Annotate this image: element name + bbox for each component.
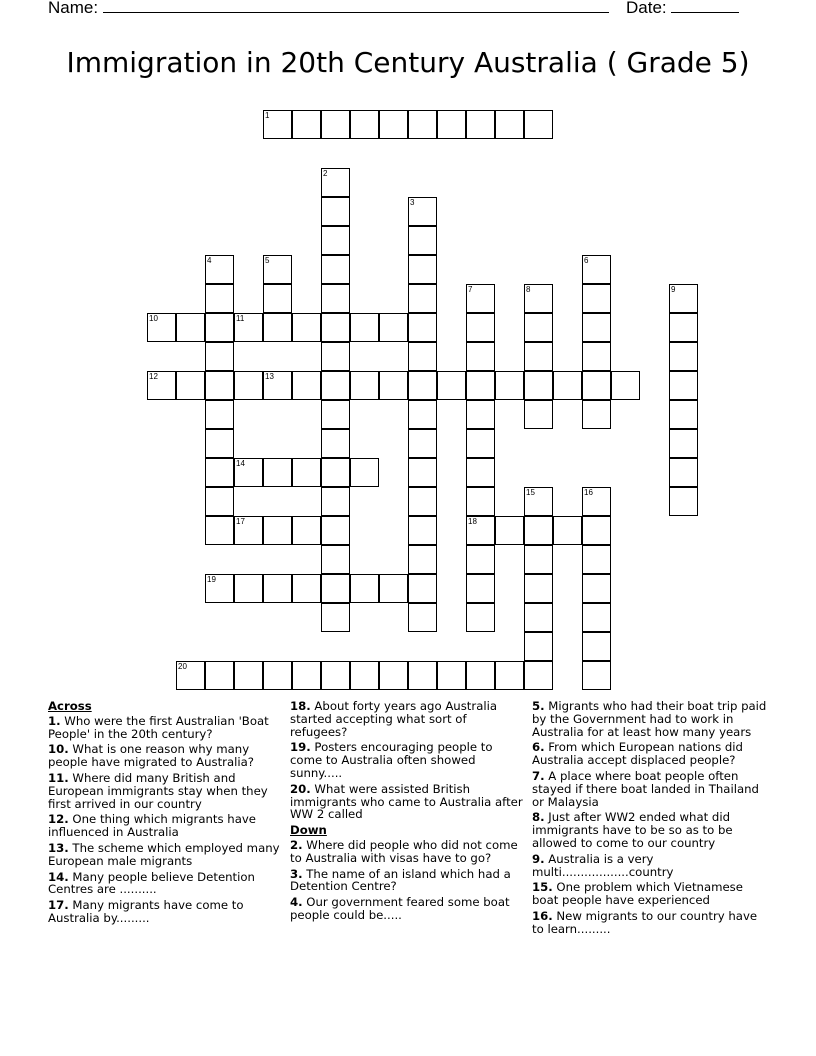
clue-text: One problem which Vietnamese boat people have experienced bbox=[532, 880, 743, 908]
clue-number-label: 9. bbox=[532, 851, 545, 866]
crossword-cell[interactable] bbox=[669, 400, 698, 429]
crossword-cell[interactable] bbox=[234, 371, 263, 400]
clue-text: The name of an island which had a Detention Centre? bbox=[290, 866, 511, 894]
crossword-cell[interactable] bbox=[524, 371, 553, 400]
clue-down bbox=[532, 910, 768, 936]
clue-down bbox=[532, 811, 768, 849]
clue-down bbox=[532, 881, 768, 907]
clue-text: Many migrants have come to Australia by......... bbox=[48, 898, 244, 925]
crossword-cell[interactable] bbox=[292, 313, 321, 342]
crossword-cell[interactable] bbox=[321, 284, 350, 313]
name-field[interactable] bbox=[48, 0, 609, 18]
clue-number: 2 bbox=[323, 169, 328, 178]
crossword-cell[interactable] bbox=[321, 371, 350, 400]
crossword-cell[interactable] bbox=[205, 313, 234, 342]
crossword-cell[interactable] bbox=[437, 661, 466, 690]
clue-number: 1 bbox=[265, 111, 270, 120]
clue-number: 4 bbox=[207, 256, 212, 265]
crossword-cell[interactable] bbox=[321, 487, 350, 516]
crossword-cell[interactable] bbox=[205, 284, 234, 313]
crossword-cell[interactable] bbox=[669, 429, 698, 458]
clue-text: About forty years ago Australia started accepting what sort of refugees? bbox=[290, 699, 498, 739]
date-label: Date: bbox=[626, 0, 667, 17]
crossword-cell[interactable] bbox=[292, 110, 321, 139]
clue-across bbox=[48, 813, 284, 839]
clue-number-label: 20. bbox=[290, 781, 311, 796]
crossword-cell[interactable] bbox=[408, 661, 437, 690]
clue-number-label: 3. bbox=[290, 866, 303, 881]
clue-across bbox=[48, 743, 284, 769]
crossword-cell[interactable] bbox=[234, 313, 263, 342]
clue-number: 6 bbox=[584, 256, 589, 265]
crossword-cell[interactable] bbox=[408, 110, 437, 139]
clue-text: One thing which migrants have influenced in Australia bbox=[48, 812, 256, 840]
crossword-cell[interactable] bbox=[321, 226, 350, 255]
crossword-cell[interactable] bbox=[582, 255, 611, 284]
crossword-cell[interactable] bbox=[234, 661, 263, 690]
down-heading: Down bbox=[290, 823, 327, 838]
crossword-cell[interactable] bbox=[234, 574, 263, 603]
crossword-cell[interactable] bbox=[582, 400, 611, 429]
crossword-cell[interactable] bbox=[669, 313, 698, 342]
crossword-cell[interactable] bbox=[582, 487, 611, 516]
crossword-cell[interactable] bbox=[321, 255, 350, 284]
clue-number: 11 bbox=[236, 314, 245, 323]
crossword-cell[interactable] bbox=[437, 371, 466, 400]
clue-down bbox=[290, 868, 526, 894]
clue-down bbox=[290, 896, 526, 922]
clue-number: 5 bbox=[265, 256, 270, 265]
clue-number-label: 11. bbox=[48, 770, 69, 785]
crossword-cell[interactable] bbox=[321, 313, 350, 342]
crossword-cell[interactable] bbox=[321, 168, 350, 197]
crossword-cell[interactable] bbox=[408, 458, 437, 487]
crossword-cell[interactable] bbox=[466, 574, 495, 603]
crossword-cell[interactable] bbox=[205, 458, 234, 487]
crossword-cell[interactable] bbox=[321, 110, 350, 139]
crossword-cell[interactable] bbox=[524, 313, 553, 342]
crossword-cell[interactable] bbox=[350, 661, 379, 690]
date-line[interactable] bbox=[671, 0, 739, 13]
crossword-cell[interactable] bbox=[321, 429, 350, 458]
crossword-cell[interactable] bbox=[147, 313, 176, 342]
clue-text: Where did people who did not come to Australia with visas have to go? bbox=[290, 837, 518, 865]
clue-across bbox=[48, 842, 284, 868]
crossword-cell[interactable] bbox=[321, 603, 350, 632]
crossword-cell[interactable] bbox=[205, 371, 234, 400]
crossword-cell[interactable] bbox=[408, 574, 437, 603]
clue-text: Australia is a very multi..................country bbox=[532, 851, 674, 879]
crossword-cell[interactable] bbox=[408, 545, 437, 574]
crossword-cell[interactable] bbox=[408, 284, 437, 313]
crossword-cell[interactable] bbox=[495, 371, 524, 400]
clue-across bbox=[290, 741, 526, 779]
crossword-cell[interactable] bbox=[582, 284, 611, 313]
crossword-cell[interactable] bbox=[408, 429, 437, 458]
crossword-cell[interactable] bbox=[292, 371, 321, 400]
crossword-cell[interactable] bbox=[263, 255, 292, 284]
crossword-cell[interactable] bbox=[408, 516, 437, 545]
crossword-cell[interactable] bbox=[466, 603, 495, 632]
crossword-cell[interactable] bbox=[234, 516, 263, 545]
crossword-cell[interactable] bbox=[466, 284, 495, 313]
crossword-cell[interactable] bbox=[524, 342, 553, 371]
clues-column-3 bbox=[532, 700, 768, 939]
clues-column-1 bbox=[48, 700, 284, 928]
crossword-cell[interactable] bbox=[292, 516, 321, 545]
crossword-cell[interactable] bbox=[379, 313, 408, 342]
crossword-cell[interactable] bbox=[553, 516, 582, 545]
clue-down bbox=[532, 853, 768, 879]
crossword-cell[interactable] bbox=[524, 284, 553, 313]
clue-number-label: 18. bbox=[290, 699, 311, 713]
clue-number: 18 bbox=[468, 517, 477, 526]
crossword-cell[interactable] bbox=[379, 661, 408, 690]
crossword-cell[interactable] bbox=[669, 342, 698, 371]
clue-text: A place where boat people often stayed if there boat landed in Thailand or Malaysia bbox=[532, 768, 759, 809]
clue-text: Where did many British and European immigrants stay when they first arrived in our country bbox=[48, 770, 268, 811]
clue-number-label: 5. bbox=[532, 699, 545, 713]
clue-down bbox=[532, 741, 768, 767]
name-label: Name: bbox=[48, 0, 99, 17]
across-heading: Across bbox=[48, 699, 92, 713]
crossword-cell[interactable] bbox=[408, 371, 437, 400]
crossword-cell[interactable] bbox=[263, 516, 292, 545]
crossword-cell[interactable] bbox=[205, 429, 234, 458]
worksheet-title: Immigration in 20th Century Australia ( Grade 5) bbox=[66, 46, 750, 79]
crossword-cell[interactable] bbox=[466, 661, 495, 690]
clue-number-label: 10. bbox=[48, 742, 69, 757]
clue-number-label: 19. bbox=[290, 740, 311, 755]
crossword-cell[interactable] bbox=[582, 342, 611, 371]
clue-number-label: 1. bbox=[48, 713, 61, 728]
clue-number: 16 bbox=[584, 488, 593, 497]
crossword-cell[interactable] bbox=[524, 400, 553, 429]
crossword-cell[interactable] bbox=[408, 226, 437, 255]
crossword-cell[interactable] bbox=[234, 458, 263, 487]
crossword-cell[interactable] bbox=[205, 574, 234, 603]
crossword-cell[interactable] bbox=[263, 110, 292, 139]
clue-across bbox=[290, 700, 526, 738]
clue-text: Migrants who had their boat trip paid by the Government had to work in Australia for at least how many years bbox=[532, 699, 767, 739]
clue-number-label: 17. bbox=[48, 898, 69, 913]
crossword-cell[interactable] bbox=[408, 313, 437, 342]
clue-across bbox=[290, 783, 526, 821]
clue-number: 9 bbox=[671, 285, 676, 294]
crossword-cell[interactable] bbox=[495, 516, 524, 545]
crossword-cell[interactable] bbox=[292, 574, 321, 603]
crossword-cell[interactable] bbox=[292, 661, 321, 690]
clue-text: Who were the first Australian 'Boat People' in the 20th century? bbox=[48, 713, 269, 741]
crossword-cell[interactable] bbox=[350, 458, 379, 487]
crossword-cell[interactable] bbox=[205, 516, 234, 545]
crossword-cell[interactable] bbox=[379, 371, 408, 400]
crossword-cell[interactable] bbox=[408, 400, 437, 429]
crossword-cell[interactable] bbox=[524, 632, 553, 661]
crossword-cell[interactable] bbox=[321, 661, 350, 690]
clue-number: 3 bbox=[410, 198, 415, 207]
crossword-cell[interactable] bbox=[379, 110, 408, 139]
clue-number: 7 bbox=[468, 285, 473, 294]
name-line[interactable] bbox=[103, 0, 609, 13]
date-field[interactable] bbox=[626, 0, 739, 18]
crossword-cell[interactable] bbox=[321, 197, 350, 226]
clue-number: 10 bbox=[149, 314, 158, 323]
clue-text: What were assisted British immigrants who came to Australia after WW 2 called bbox=[290, 781, 523, 822]
clue-text: From which European nations did Australia accept displaced people? bbox=[532, 740, 743, 768]
crossword-cell[interactable] bbox=[524, 516, 553, 545]
clue-number-label: 6. bbox=[532, 740, 545, 755]
crossword-cell[interactable] bbox=[582, 603, 611, 632]
clue-number-label: 7. bbox=[532, 768, 545, 783]
crossword-cell[interactable] bbox=[350, 313, 379, 342]
clue-number: 8 bbox=[526, 285, 531, 294]
crossword-cell[interactable] bbox=[176, 313, 205, 342]
crossword-cell[interactable] bbox=[205, 342, 234, 371]
crossword-cell[interactable] bbox=[176, 371, 205, 400]
clue-down bbox=[290, 839, 526, 865]
crossword-cell[interactable] bbox=[408, 197, 437, 226]
crossword-cell[interactable] bbox=[669, 487, 698, 516]
crossword-cell[interactable] bbox=[582, 313, 611, 342]
crossword-cell[interactable] bbox=[350, 574, 379, 603]
clue-down bbox=[532, 770, 768, 808]
clue-text: Many people believe Detention Centres are .......... bbox=[48, 869, 255, 897]
crossword-cell[interactable] bbox=[553, 371, 582, 400]
clue-number: 13 bbox=[265, 372, 274, 381]
crossword-cell[interactable] bbox=[466, 313, 495, 342]
crossword-cell[interactable] bbox=[205, 661, 234, 690]
clue-number: 15 bbox=[526, 488, 535, 497]
crossword-cell[interactable] bbox=[524, 545, 553, 574]
crossword-cell[interactable] bbox=[495, 661, 524, 690]
clue-text: Our government feared some boat people could be..... bbox=[290, 895, 510, 922]
clue-text: The scheme which employed many European male migrants bbox=[48, 840, 280, 868]
crossword-cell[interactable] bbox=[669, 458, 698, 487]
crossword-cell[interactable] bbox=[408, 255, 437, 284]
clue-across bbox=[48, 899, 284, 925]
crossword-cell[interactable] bbox=[582, 545, 611, 574]
clue-number: 17 bbox=[236, 517, 245, 526]
crossword-cell[interactable] bbox=[263, 661, 292, 690]
crossword-cell[interactable] bbox=[321, 545, 350, 574]
crossword-cell[interactable] bbox=[524, 574, 553, 603]
crossword-cell[interactable] bbox=[321, 400, 350, 429]
crossword-cell[interactable] bbox=[466, 545, 495, 574]
clue-across bbox=[48, 715, 284, 741]
clue-number-label: 13. bbox=[48, 840, 69, 855]
crossword-cell[interactable] bbox=[321, 458, 350, 487]
crossword-cell[interactable] bbox=[205, 400, 234, 429]
clue-across bbox=[48, 871, 284, 897]
crossword-cell[interactable] bbox=[466, 110, 495, 139]
clue-number-label: 16. bbox=[532, 908, 553, 923]
crossword-cell[interactable] bbox=[263, 574, 292, 603]
crossword-cell[interactable] bbox=[582, 516, 611, 545]
clue-number: 14 bbox=[236, 459, 245, 468]
crossword-cell[interactable] bbox=[176, 661, 205, 690]
crossword-cell[interactable] bbox=[524, 661, 553, 690]
crossword-cell[interactable] bbox=[582, 574, 611, 603]
clue-text: What is one reason why many people have migrated to Australia? bbox=[48, 742, 254, 770]
clues-column-2 bbox=[290, 700, 526, 925]
crossword-cell[interactable] bbox=[205, 255, 234, 284]
crossword-cell[interactable] bbox=[292, 458, 321, 487]
crossword-cell[interactable] bbox=[321, 516, 350, 545]
crossword-cell[interactable] bbox=[582, 632, 611, 661]
crossword-cell[interactable] bbox=[321, 574, 350, 603]
crossword-cell[interactable] bbox=[408, 342, 437, 371]
crossword-cell[interactable] bbox=[147, 371, 176, 400]
crossword-cell[interactable] bbox=[437, 110, 466, 139]
clue-text: Just after WW2 ended what did immigrants have to be so as to be allowed to come to our country bbox=[532, 810, 733, 850]
crossword-cell[interactable] bbox=[582, 371, 611, 400]
clue-number-label: 2. bbox=[290, 837, 303, 852]
clue-number-label: 8. bbox=[532, 810, 545, 825]
crossword-cell[interactable] bbox=[466, 400, 495, 429]
crossword-cell[interactable] bbox=[524, 487, 553, 516]
crossword-cell[interactable] bbox=[263, 371, 292, 400]
clue-number-label: 15. bbox=[532, 880, 553, 895]
clue-number-label: 4. bbox=[290, 895, 303, 910]
crossword-cell[interactable] bbox=[263, 313, 292, 342]
clue-text: Posters encouraging people to come to Australia often showed sunny..... bbox=[290, 740, 493, 780]
crossword-cell[interactable] bbox=[669, 371, 698, 400]
clue-down bbox=[532, 700, 768, 738]
crossword-cell[interactable] bbox=[205, 487, 234, 516]
clue-text: New migrants to our country have to learn......... bbox=[532, 908, 758, 936]
crossword-cell[interactable] bbox=[408, 487, 437, 516]
crossword-cell[interactable] bbox=[611, 371, 640, 400]
crossword-cell[interactable] bbox=[350, 371, 379, 400]
clue-number-label: 12. bbox=[48, 812, 69, 827]
crossword-cell[interactable] bbox=[582, 661, 611, 690]
crossword-cell[interactable] bbox=[466, 342, 495, 371]
crossword-cell[interactable] bbox=[408, 603, 437, 632]
clue-across bbox=[48, 772, 284, 810]
crossword-cell[interactable] bbox=[466, 458, 495, 487]
clue-number: 19 bbox=[207, 575, 216, 584]
crossword-cell[interactable] bbox=[669, 284, 698, 313]
clue-number-label: 14. bbox=[48, 869, 69, 884]
crossword-cell[interactable] bbox=[466, 487, 495, 516]
crossword-cell[interactable] bbox=[466, 516, 495, 545]
crossword-cell[interactable] bbox=[263, 284, 292, 313]
crossword-cell[interactable] bbox=[350, 110, 379, 139]
crossword-cell[interactable] bbox=[466, 429, 495, 458]
clue-number: 20 bbox=[178, 662, 187, 671]
crossword-cell[interactable] bbox=[263, 458, 292, 487]
crossword-cell[interactable] bbox=[524, 110, 553, 139]
clue-number: 12 bbox=[149, 372, 158, 381]
crossword-cell[interactable] bbox=[524, 603, 553, 632]
crossword-cell[interactable] bbox=[321, 342, 350, 371]
crossword-cell[interactable] bbox=[379, 574, 408, 603]
crossword-cell[interactable] bbox=[466, 371, 495, 400]
crossword-cell[interactable] bbox=[495, 110, 524, 139]
